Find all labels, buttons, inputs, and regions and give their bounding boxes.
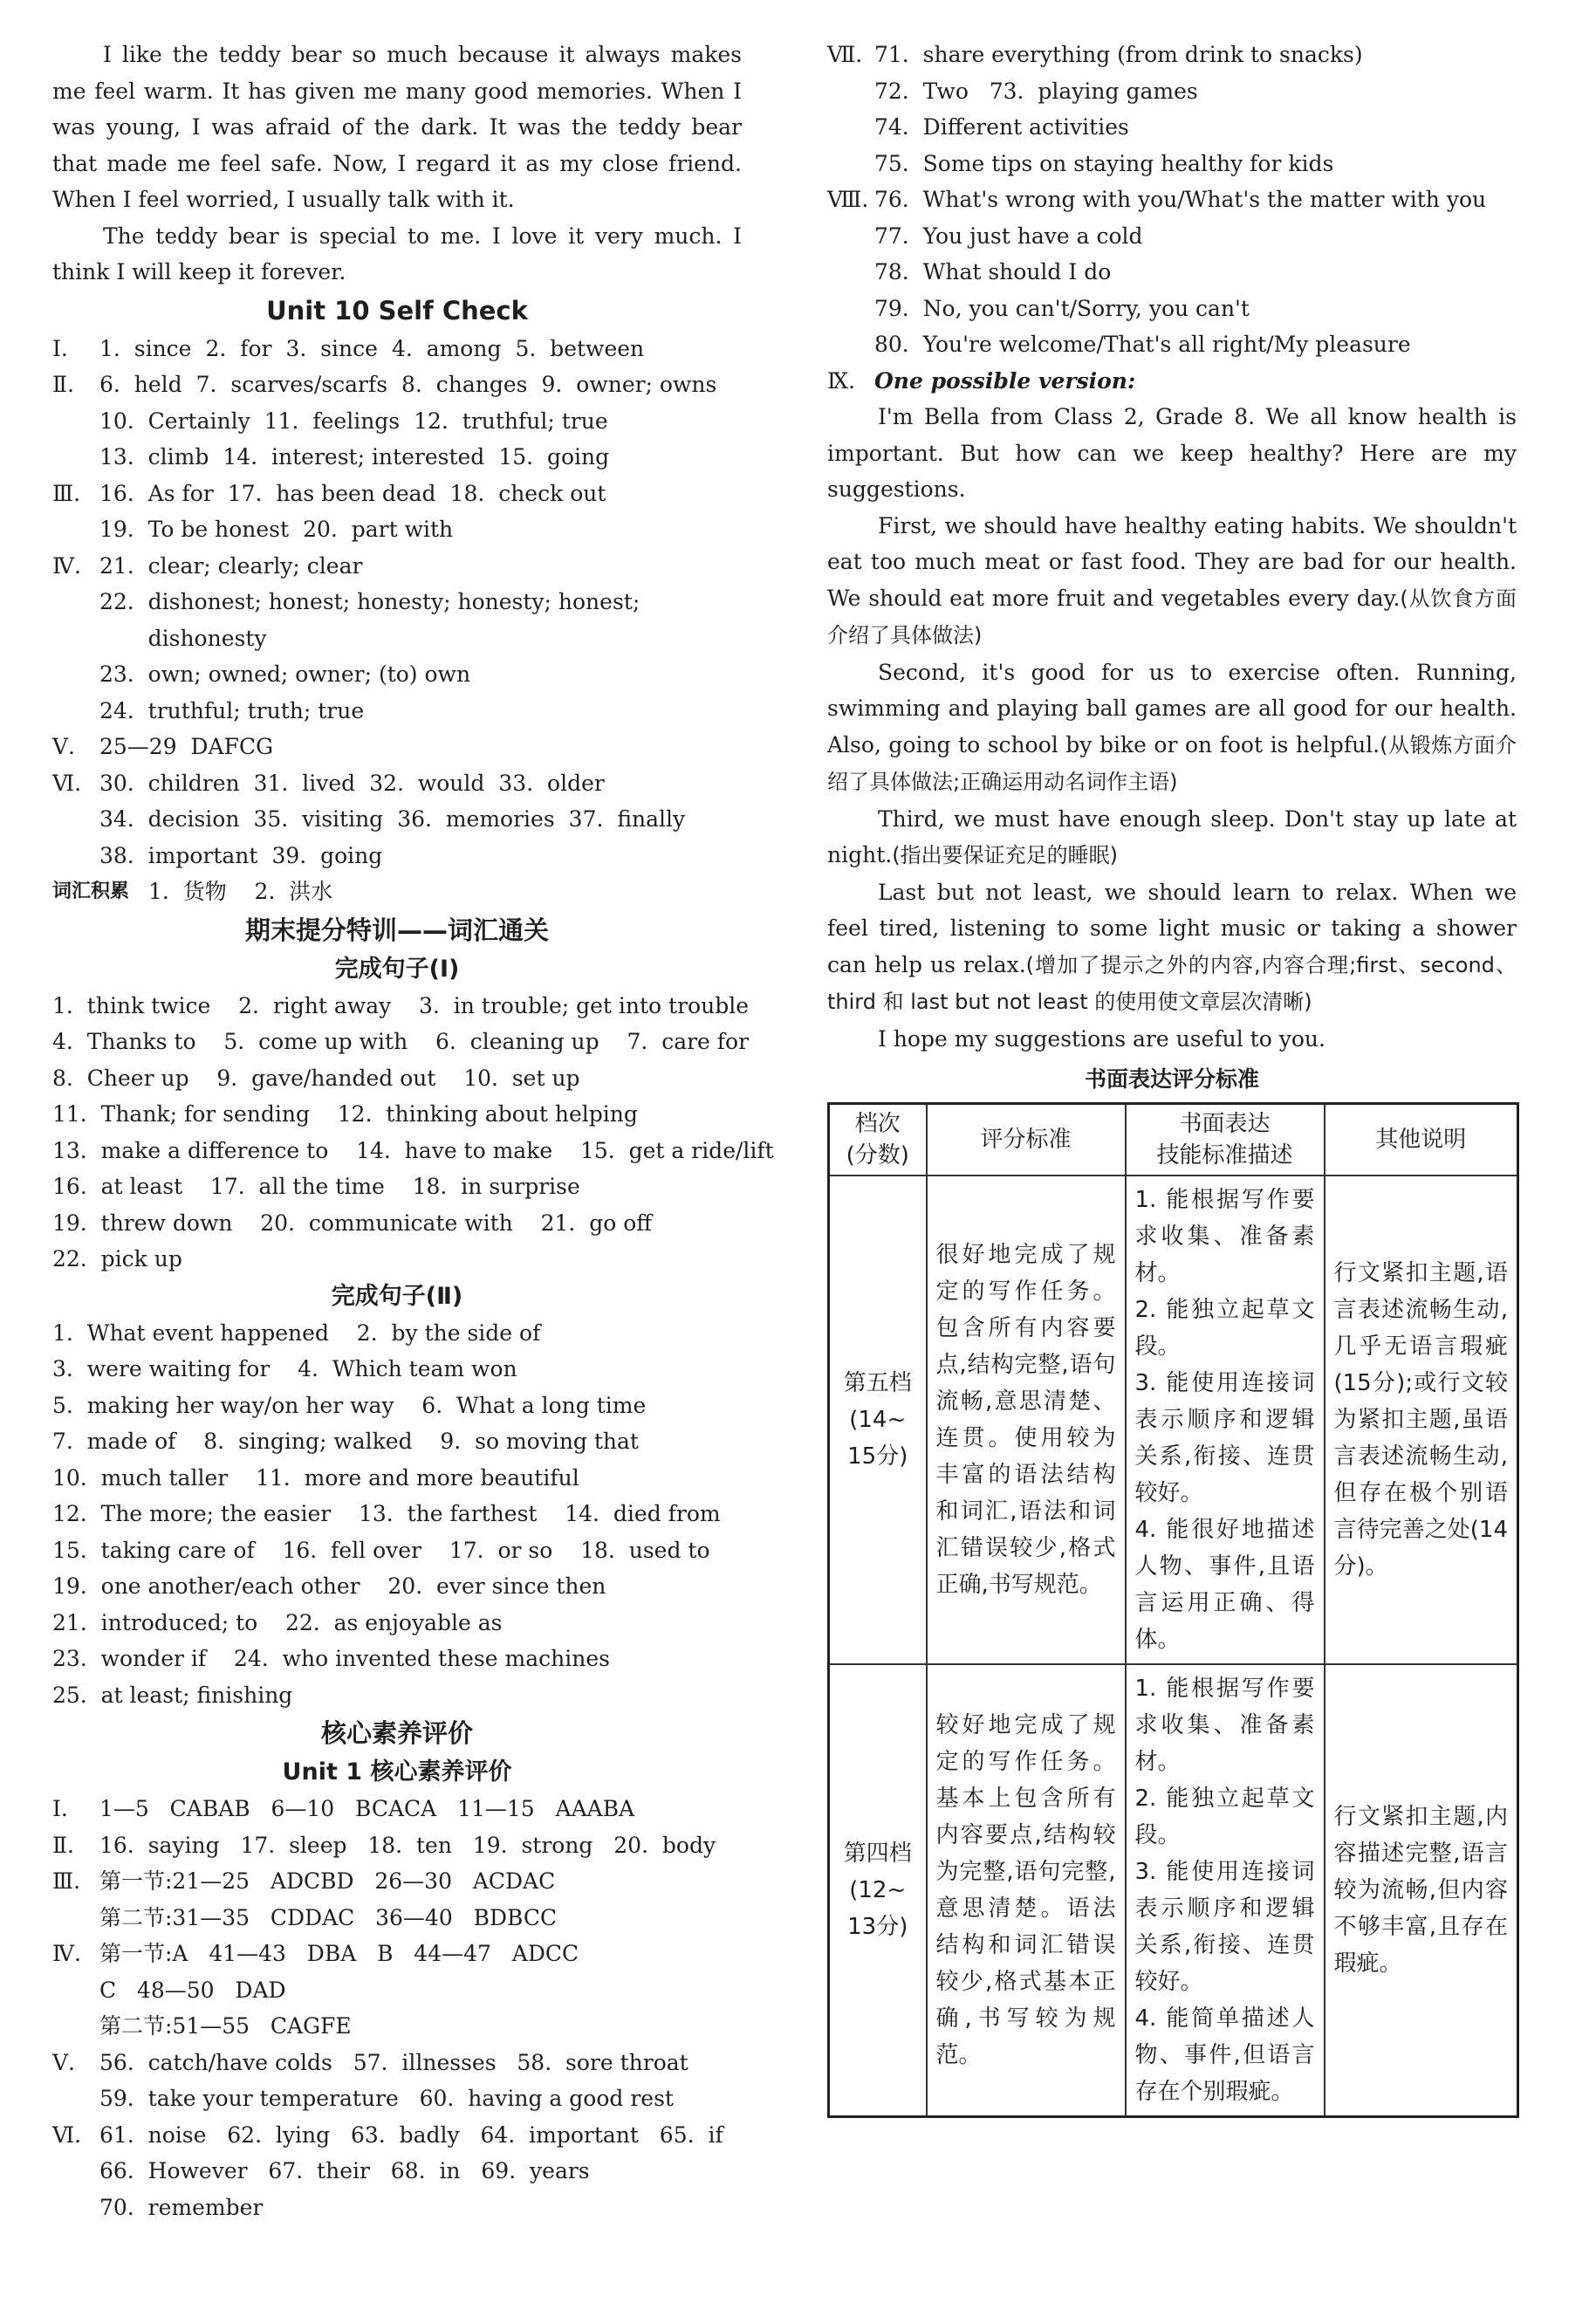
roman-numeral: [52, 620, 99, 657]
answer-text: 56. catch/have colds 57. illnesses 58. sore throat: [99, 2049, 688, 2075]
health-essay-paragraph-2: [827, 508, 1517, 655]
answer-item: 36. memories: [397, 806, 555, 832]
unit1-core-title: Unit 1 核心素养评价: [282, 1758, 512, 1786]
answer-row: [52, 331, 742, 367]
answer-row: [827, 109, 1517, 146]
table-row: [829, 1176, 1518, 1664]
answer-item: 9. owner; owns: [541, 372, 717, 397]
answer-item: 12. truthful; true: [414, 408, 608, 434]
table-row: [829, 1664, 1518, 2117]
roman-numeral: Ⅳ.: [52, 552, 81, 579]
teddy-essay-paragraph-2: The teddy bear is special to me. I love it very much. I think I will keep it forever.: [52, 223, 742, 284]
answer-row: [52, 2153, 742, 2190]
answer-text: 74. Different activities: [874, 114, 1129, 140]
answer-item: 22. dishonest; honest; honesty; honesty; honest;: [99, 589, 640, 614]
answer-item: 30. children: [99, 770, 240, 796]
answer-row: 21. introduced; to 22. as enjoyable as: [52, 1609, 503, 1635]
roman-numeral: [52, 439, 99, 476]
essay-text: Last but not least, we should learn to relax. When we feel tired, listening to some light music or taking a shower can help us relax.: [827, 879, 1517, 977]
notes-cell: 行文紧扣主题,内容描述完整,语言较为流畅,但内容不够丰富,且存在瑕疵。: [1325, 1664, 1518, 2117]
answer-row: [52, 511, 742, 548]
answer-row: 25. at least; finishing: [52, 1682, 293, 1708]
unit1-core-answer-list: [52, 1791, 742, 2225]
vocab-items: 1. 货物 2. 洪水: [148, 879, 333, 904]
answer-row: 23. wonder if 24. who invented these machines: [52, 1646, 610, 1671]
answer-item: 1. since: [99, 335, 192, 361]
answer-items: [99, 331, 742, 367]
answer-row: 11. Thank; for sending 12. thinking about helping: [52, 1101, 638, 1127]
essay-text: Second, it's good for us to exercise often. Running, swimming and playing ball games are all good for our health. Also, going to school by bike or on foot is helpful.: [827, 659, 1517, 757]
answers-71-80: [827, 37, 1517, 363]
roman-numeral: [827, 254, 874, 291]
roman-numeral: [52, 2190, 99, 2226]
answer-items: [99, 729, 742, 765]
answer-items: [99, 801, 742, 838]
core-literacy-title: 核心素养评价: [320, 1718, 473, 1748]
essay-annotation: (增加了提示之外的内容,内容合理;first、second、third 和 last but not least 的使用使文章层次清晰): [827, 952, 1517, 1014]
answer-row: [52, 2080, 742, 2117]
answer-item: 8. changes: [401, 372, 528, 397]
section-ix-header: [827, 363, 1517, 400]
answer-item: dishonesty: [99, 625, 267, 651]
answer-item: 38. important: [99, 842, 258, 868]
answer-row: [52, 2008, 742, 2045]
answer-item: 10. Certainly: [99, 408, 250, 434]
answer-items: [99, 548, 742, 585]
vocab-label: 词汇积累: [52, 881, 130, 902]
answer-text: 第一节:21—25 ADCBD 26—30 ACDAC: [99, 1868, 556, 1894]
scoring-table: [827, 1102, 1519, 2118]
answer-row: 22. pick up: [52, 1246, 182, 1272]
roman-numeral: Ⅱ.: [52, 1832, 74, 1858]
answer-item: 33. older: [498, 770, 605, 796]
essay-annotation: (从锻炼方面介绍了具体做法;正确运用动名词作主语): [827, 732, 1517, 794]
answer-row: 12. The more; the easier 13. the farthest 14. died from: [52, 1501, 721, 1526]
answer-text: 第一节:A 41—43 DBA B 44—47 ADCC: [99, 1941, 579, 1966]
roman-numeral: [827, 109, 874, 146]
teddy-essay-paragraph-1: I like the teddy bear so much because it always makes me feel warm. It has given me many good memories. When I was young, I was afraid of the dark. It was the teddy bear that made me feel safe. Now, I regard it as my close friend. When I feel worried, I usually talk with it.: [52, 42, 742, 212]
roman-numeral: [827, 73, 874, 110]
roman-numeral: [827, 326, 874, 363]
answer-row: [52, 548, 742, 585]
answer-row: [52, 656, 742, 693]
answer-row: [52, 2190, 742, 2226]
vocab-accumulation: [52, 874, 742, 910]
answer-row: [52, 476, 742, 512]
answer-items: [99, 511, 742, 548]
answer-row: [52, 1936, 742, 1972]
answer-item: 25—29 DAFCG: [99, 734, 274, 759]
answer-item: 16. As for: [99, 480, 214, 506]
right-column: [827, 37, 1517, 2118]
answer-item: 39. going: [271, 842, 383, 868]
answer-text: 79. No, you can't/Sorry, you can't: [874, 295, 1250, 321]
answer-item: 11. feelings: [264, 408, 401, 434]
scoring-table-title: 书面表达评分标准: [1084, 1066, 1259, 1092]
complete-sentences-2-title: 完成句子(Ⅱ): [331, 1282, 463, 1310]
roman-numeral: [827, 146, 874, 182]
answer-row: [827, 326, 1517, 363]
answer-text: 70. remember: [99, 2194, 264, 2220]
header-skills: 书面表达 技能标准描述: [1126, 1104, 1325, 1176]
answer-item: 21. clear; clearly; clear: [99, 552, 363, 579]
complete-sentences-1-list: [52, 988, 774, 1278]
answer-item: 5. between: [515, 335, 645, 361]
health-essay-paragraph-4: [827, 801, 1517, 874]
roman-numeral: [827, 218, 874, 255]
answer-row: [52, 1900, 742, 1936]
answer-text: 80. You're welcome/That's all right/My pleasure: [874, 332, 1411, 357]
essay-annotation: (从饮食方面介绍了具体做法): [827, 586, 1517, 648]
roman-numeral: [52, 2153, 99, 2190]
answer-row: [52, 439, 742, 476]
scoring-table-header-row: [829, 1104, 1518, 1176]
essay-text: Third, we must have enough sleep. Don't stay up late at night.: [827, 805, 1517, 867]
answer-row: 19. one another/each other 20. ever since then: [52, 1573, 606, 1599]
answer-items: [99, 838, 742, 874]
roman-numeral: Ⅲ.: [52, 480, 81, 506]
answer-row: [827, 218, 1517, 255]
roman-numeral: Ⅵ.: [52, 2121, 82, 2148]
answer-text: 第二节:51—55 CAGFE: [99, 2013, 352, 2039]
unit10-answer-list: [52, 331, 742, 874]
answer-row: 4. Thanks to 5. come up with 6. cleaning up 7. care for: [52, 1029, 750, 1054]
answer-row: 16. at least 17. all the time 18. in surprise: [52, 1174, 580, 1199]
answer-text: 第二节:31—35 CDDAC 36—40 BDBCC: [99, 1904, 558, 1930]
answer-row: 3. were waiting for 4. Which team won: [52, 1356, 517, 1381]
answer-item: 13. climb: [99, 444, 209, 470]
health-essay-paragraph-5: [827, 874, 1517, 1021]
answer-row: [52, 2045, 742, 2081]
final-vocab-title: 期末提分特训——词汇通关: [244, 915, 549, 945]
answer-item: 32. would: [369, 770, 485, 796]
roman-numeral: [52, 403, 99, 440]
answer-row: [52, 584, 742, 620]
roman-numeral: Ⅴ.: [52, 2049, 76, 2075]
answer-row: 8. Cheer up 9. gave/handed out 10. set up: [52, 1065, 580, 1091]
answer-text: 16. saying 17. sleep 18. ten 19. strong 20. body: [99, 1832, 716, 1858]
answer-row: [827, 146, 1517, 182]
answer-items: [99, 584, 742, 620]
roman-numeral: Ⅲ.: [52, 1868, 81, 1894]
answer-row: [52, 403, 742, 440]
criteria-cell: 较好地完成了规定的写作任务。基本上包含所有内容要点,结构较为完整,语句完整,意思清楚。语法结构和词汇错误较少,格式基本正确,书写较为规范。: [927, 1664, 1126, 2117]
answer-item: 15. going: [498, 444, 610, 470]
unit10-title: Unit 10 Self Check: [266, 295, 528, 326]
answer-item: 35. visiting: [253, 806, 384, 832]
answer-text: C 48—50 DAD: [99, 1977, 286, 2003]
answer-row: 1. think twice 2. right away 3. in trouble; get into trouble: [52, 992, 749, 1018]
notes-cell: 行文紧扣主题,语言表述流畅生动,几乎无语言瑕疵(15分);或行文较为紧扣主题,虽语言表述流畅生动,但存在极个别语言待完善之处(14分)。: [1325, 1176, 1518, 1664]
roman-numeral: [52, 693, 99, 730]
roman-numeral: Ⅷ.: [827, 187, 869, 212]
header-criteria: 评分标准: [927, 1104, 1126, 1176]
roman-numeral: [52, 2080, 99, 2117]
level-cell: 第四档 (12~ 13分): [829, 1664, 927, 2117]
roman-numeral: [52, 2008, 99, 2045]
criteria-cell: 很好地完成了规定的写作任务。包含所有内容要点,结构完整,语句流畅,意思清楚、连贯。使用较为丰富的语法结构和词汇,语法和词汇错误较少,格式正确,书写规范。: [927, 1176, 1126, 1664]
answer-row: [52, 1863, 742, 1900]
header-level: 档次 (分数): [829, 1104, 927, 1176]
roman-numeral: Ⅴ.: [52, 734, 76, 759]
answer-row: 13. make a difference to 14. have to make 15. get a ride/lift: [52, 1137, 774, 1163]
answer-items: [99, 476, 742, 512]
answer-items: [99, 765, 742, 802]
answer-row: [52, 838, 742, 874]
roman-numeral: [827, 291, 874, 327]
complete-sentences-1-title: 完成句子(Ⅰ): [334, 955, 460, 983]
answer-text: 59. take your temperature 60. having a good rest: [99, 2086, 674, 2111]
answer-item: 20. part with: [303, 517, 454, 542]
roman-numeral: [52, 1972, 99, 2009]
answer-row: [52, 2117, 742, 2154]
answer-item: 7. scarves/scarfs: [195, 372, 388, 397]
essay-text: First, we should have healthy eating habits. We shouldn't eat too much meat or fast food. They are bad for our health. We should eat more fruit and vegetables every day.: [827, 512, 1517, 611]
answer-text: 61. noise 62. lying 63. badly 64. important 65. if: [99, 2121, 723, 2148]
answer-item: 19. To be honest: [99, 517, 290, 542]
answer-text: 66. However 67. their 68. in 69. years: [99, 2158, 590, 2183]
answer-item: 24. truthful; truth; true: [99, 697, 365, 723]
answer-items: [99, 693, 742, 730]
answer-item: 4. among: [391, 335, 502, 361]
level-cell: 第五档 (14~ 15分): [829, 1176, 927, 1664]
answer-row: [827, 254, 1517, 291]
left-column: [52, 37, 774, 2225]
answer-items: [99, 403, 742, 440]
answer-row: [52, 765, 742, 802]
answer-row: 1. What event happened 2. by the side of: [52, 1320, 541, 1346]
answer-row: [52, 620, 742, 657]
answer-row: [827, 291, 1517, 327]
roman-numeral: [52, 584, 99, 620]
answer-items: [99, 439, 742, 476]
health-essay-paragraph-6: I hope my suggestions are useful to you.: [878, 1025, 1325, 1052]
answer-item: 14. interest; interested: [223, 444, 485, 470]
answer-text: 1—5 CABAB 6—10 BCACA 11—15 AAABA: [99, 1796, 635, 1821]
answer-text: 77. You just have a cold: [874, 223, 1143, 249]
answer-row: [52, 729, 742, 765]
answer-row: [827, 182, 1517, 218]
roman-numeral: Ⅳ.: [52, 1941, 81, 1966]
skills-cell: 1. 能根据写作要求收集、准备素材。 2. 能独立起草文段。 3. 能使用连接词表示顺序和逻辑关系,衔接、连贯较好。 4. 能很好地描述人物、事件,且语言运用正确、得体。: [1126, 1176, 1325, 1664]
roman-numeral: Ⅶ.: [827, 42, 863, 67]
answer-row: 7. made of 8. singing; walked 9. so moving that: [52, 1429, 639, 1454]
roman-numeral: [52, 656, 99, 693]
answer-items: [99, 620, 742, 657]
answer-item: 18. check out: [449, 480, 606, 506]
header-notes: 其他说明: [1325, 1104, 1518, 1176]
answer-item: 23. own; owned; owner; (to) own: [99, 661, 471, 687]
skills-cell: 1. 能根据写作要求收集、准备素材。 2. 能独立起草文段。 3. 能使用连接词表示顺序和逻辑关系,衔接、连贯较好。 4. 能简单描述人物、事件,但语言存在个别瑕疵。: [1126, 1664, 1325, 2117]
answer-row: [52, 1827, 742, 1864]
roman-numeral: Ⅰ.: [52, 335, 68, 361]
answer-item: 3. since: [285, 335, 378, 361]
answer-row: [827, 73, 1517, 110]
answer-text: 71. share everything (from drink to snacks): [874, 42, 1363, 67]
roman-numeral: [52, 838, 99, 874]
answer-items: [99, 656, 742, 693]
roman-numeral: [52, 511, 99, 548]
roman-numeral: [52, 1900, 99, 1936]
answer-item: 17. has been dead: [227, 480, 436, 506]
health-essay-paragraph-3: [827, 655, 1517, 801]
answer-item: 6. held: [99, 372, 182, 397]
answer-item: 37. finally: [568, 806, 686, 832]
answer-row: [52, 367, 742, 403]
roman-numeral: Ⅵ.: [52, 770, 82, 796]
answer-row: 19. threw down 20. communicate with 21. go off: [52, 1210, 653, 1236]
answer-item: 34. decision: [99, 806, 240, 832]
roman-numeral: Ⅰ.: [52, 1796, 68, 1821]
roman-numeral: Ⅱ.: [52, 372, 74, 397]
answer-row: 5. making her way/on her way 6. What a long time: [52, 1392, 647, 1418]
answer-text: 78. What should I do: [874, 259, 1112, 284]
answer-text: 72. Two 73. playing games: [874, 78, 1198, 104]
answer-row: [52, 801, 742, 838]
roman-numeral: [52, 801, 99, 838]
essay-annotation: (指出要保证充足的睡眠): [892, 843, 1118, 867]
answer-text: 76. What's wrong with you/What's the matter with you: [874, 187, 1487, 212]
answer-item: 31. lived: [253, 770, 356, 796]
answer-item: 2. for: [205, 335, 272, 361]
answer-row: [827, 37, 1517, 73]
answer-row: [52, 693, 742, 730]
answer-row: [52, 1791, 742, 1827]
answer-items: [99, 367, 742, 403]
complete-sentences-2-list: [52, 1315, 742, 1714]
answer-row: [52, 1972, 742, 2009]
answer-row: 15. taking care of 16. fell over 17. or so 18. used to: [52, 1537, 710, 1563]
answer-row: 10. much taller 11. more and more beautiful: [52, 1464, 579, 1491]
health-essay-paragraph-1: I'm Bella from Class 2, Grade 8. We all know health is important. But how can we keep healthy? Here are my suggestions.: [827, 404, 1517, 502]
possible-version-label: One possible version:: [874, 367, 1136, 394]
roman-numeral: Ⅸ.: [827, 367, 856, 394]
answer-text: 75. Some tips on staying healthy for kids: [874, 150, 1334, 176]
